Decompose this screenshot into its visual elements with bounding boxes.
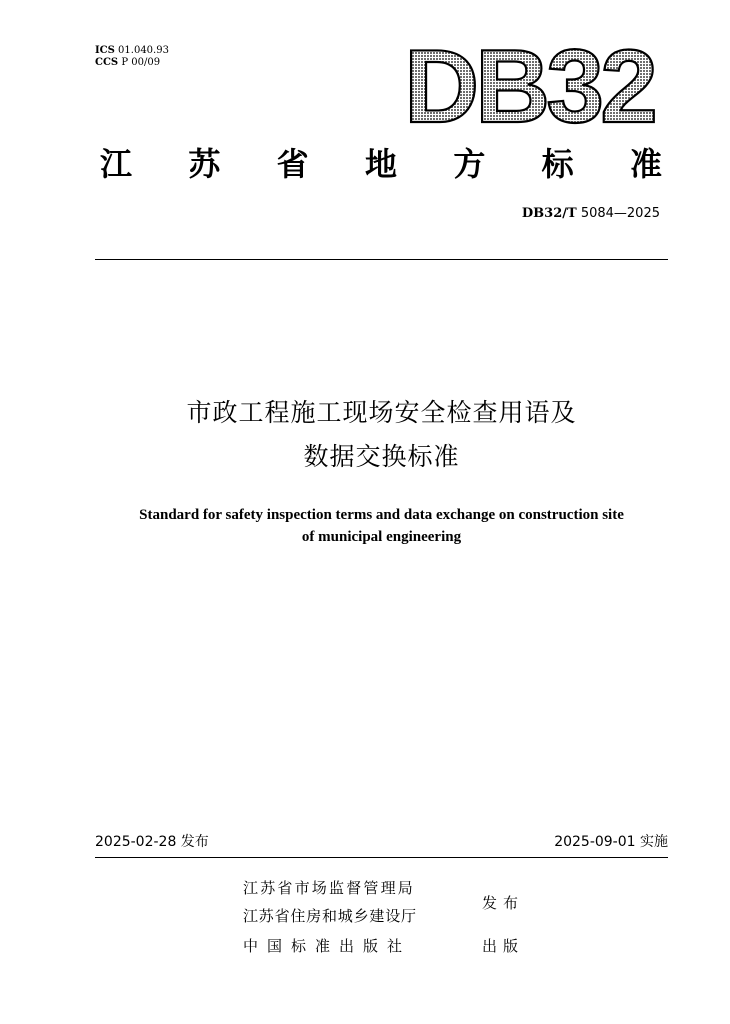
- standard-number-value: 5084—2025: [580, 206, 660, 221]
- ics-code: 01.040.93: [118, 45, 169, 56]
- ccs-label: CCS: [95, 57, 119, 68]
- standard-type-char: 标: [541, 145, 574, 183]
- issuer-standards-press: 中国标准出版社: [243, 937, 412, 955]
- standard-type-char: 地: [364, 145, 397, 183]
- chinese-title-line-2: 数据交换标准: [303, 442, 460, 471]
- ics-classification: [95, 45, 169, 57]
- chinese-title-line-1: 市政工程施工现场安全检查用语及: [186, 398, 577, 427]
- publish-action-label: 出版: [482, 937, 525, 955]
- db32-logo-text: DB32: [404, 29, 654, 145]
- top-divider: [95, 259, 668, 260]
- standard-number: [522, 206, 660, 222]
- standard-type-char: 方: [453, 145, 486, 183]
- english-title-line-1: Standard for safety inspection terms and data exchange on construction site: [139, 507, 624, 523]
- standard-number-prefix: DB32/T: [521, 206, 577, 221]
- standard-type-char: 江: [100, 145, 133, 183]
- standard-type-char: 苏: [188, 145, 221, 183]
- issuer-housing-construction: 江苏省住房和城乡建设厅: [243, 907, 417, 925]
- standard-type-char: 省: [276, 145, 309, 183]
- issuer-market-regulation: 江苏省市场监督管理局: [243, 879, 416, 897]
- bottom-divider: [95, 857, 668, 858]
- standard-type-char: 准: [629, 145, 662, 183]
- implementation-date: 2025-09-01 实施: [554, 834, 668, 850]
- ics-label: ICS: [95, 45, 115, 56]
- standard-type-title: [100, 142, 662, 186]
- ccs-code: P 00/09: [121, 57, 161, 68]
- issue-action-label: 发布: [482, 894, 525, 912]
- ccs-classification: [95, 57, 160, 69]
- issue-date: 2025-02-28 发布: [95, 834, 209, 850]
- db32-logo: [404, 29, 654, 145]
- english-title-line-2: of municipal engineering: [301, 529, 462, 545]
